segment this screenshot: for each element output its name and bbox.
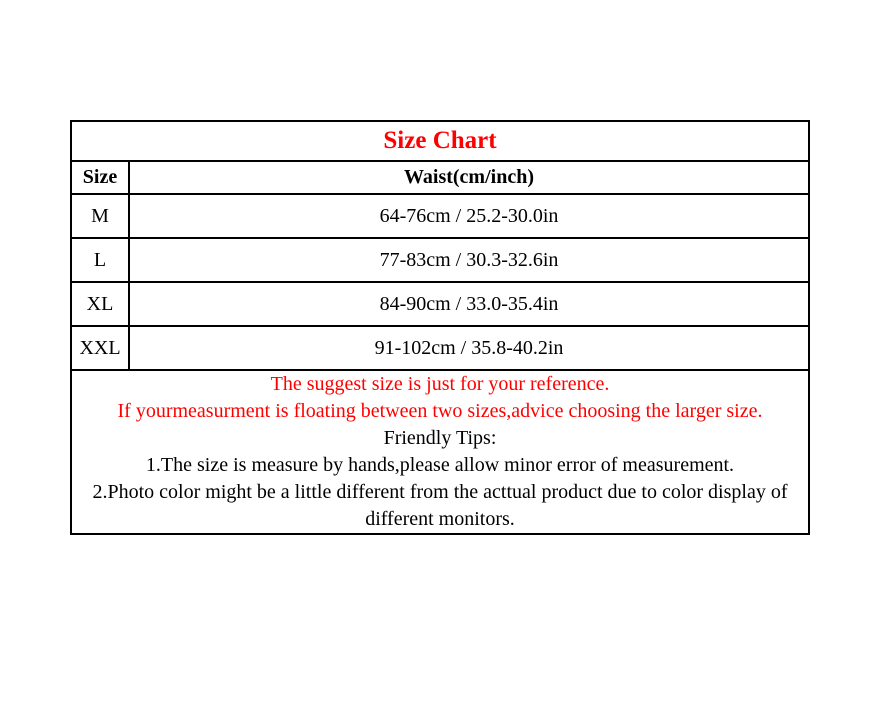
size-chart-table	[70, 120, 810, 535]
waist-cell: 64-76cm / 25.2-30.0in	[129, 194, 809, 238]
size-chart-title: Size Chart	[71, 121, 809, 161]
note-line: The suggest size is just for your reference.	[270, 373, 610, 395]
title-row	[71, 121, 809, 161]
header-row	[71, 161, 809, 194]
notes-section	[71, 370, 809, 534]
note-line: 1.The size is measure by hands,please allow minor error of measurement.	[145, 454, 735, 476]
table-row	[71, 194, 809, 238]
column-header-waist: Waist(cm/inch)	[129, 161, 809, 194]
size-cell: L	[71, 238, 129, 282]
note-line: Friendly Tips:	[383, 427, 497, 449]
waist-cell: 77-83cm / 30.3-32.6in	[129, 238, 809, 282]
table-row	[71, 282, 809, 326]
note-line: If yourmeasurment is floating between two sizes,advice choosing the larger size.	[117, 400, 763, 422]
size-cell: XXL	[71, 326, 129, 370]
waist-cell: 84-90cm / 33.0-35.4in	[129, 282, 809, 326]
waist-cell: 91-102cm / 35.8-40.2in	[129, 326, 809, 370]
table-row	[71, 238, 809, 282]
size-cell: XL	[71, 282, 129, 326]
size-cell: M	[71, 194, 129, 238]
column-header-size: Size	[71, 161, 129, 194]
notes-row	[71, 370, 809, 534]
note-line: 2.Photo color might be a little different from the acttual product due to color display of different monitors.	[92, 481, 793, 530]
table-row	[71, 326, 809, 370]
